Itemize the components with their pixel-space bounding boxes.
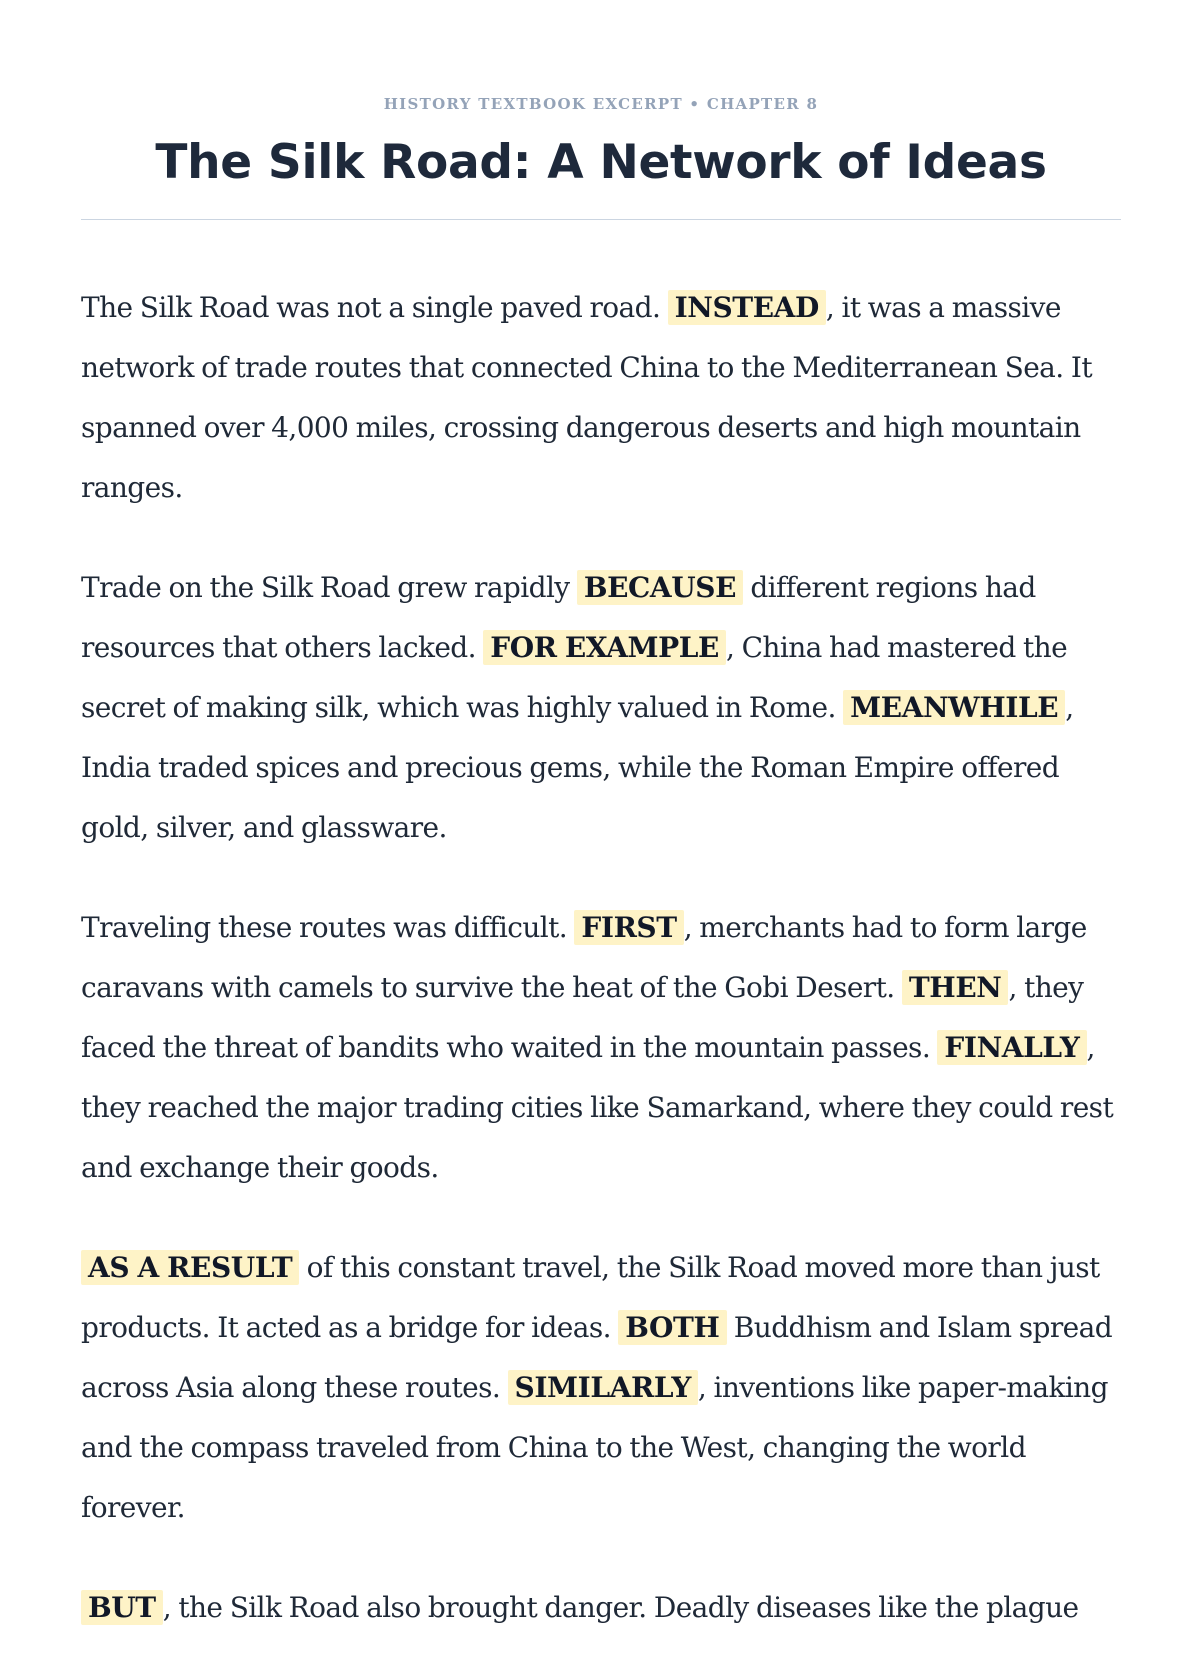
transition-word-highlight: BOTH: [618, 1310, 726, 1345]
paragraph-text: , they faced the threat of bandits who waited in the mountain passes.: [81, 971, 1084, 1064]
paragraph: [81, 278, 1121, 518]
paragraph-text: Traveling these routes was difficult.: [81, 911, 575, 944]
paragraph: [81, 558, 1121, 858]
article-body: [81, 278, 1121, 1638]
transition-word-highlight: SIMILARLY: [508, 1370, 698, 1405]
paragraph-text: , India traded spices and precious gems, while the Roman Empire offered gold, silver, and glassware.: [81, 691, 1074, 844]
paragraph-text: , merchants had to form large caravans with camels to survive the heat of the Gobi Desert.: [81, 911, 1087, 1004]
chapter-label: HISTORY TEXTBOOK EXCERPT • CHAPTER 8: [383, 95, 819, 113]
transition-word-highlight: INSTEAD: [668, 290, 826, 325]
paragraph: [81, 1238, 1121, 1538]
transition-word-highlight: AS A RESULT: [81, 1250, 299, 1285]
title-divider: [81, 219, 1121, 220]
transition-word-highlight: FOR EXAMPLE: [483, 630, 726, 665]
transition-word-highlight: BUT: [81, 1590, 163, 1625]
paragraph-text: different regions had resources that others lacked.: [81, 571, 1036, 664]
paragraph-text: , the Silk Road also brought danger. Deadly diseases like the plague: [162, 1591, 1079, 1624]
paragraph: [81, 1578, 1121, 1638]
transition-word-highlight: FIRST: [574, 910, 683, 945]
paragraph-text: , inventions like paper-making and the compass traveled from China to the West, changing the world forever.: [81, 1371, 1108, 1524]
transition-word-highlight: BECAUSE: [577, 570, 743, 605]
paragraph-text: , it was a massive network of trade routes that connected China to the Mediterranean Sea. It spanned over 4,000 miles, crossing dangerous deserts and high mountain ranges.: [81, 291, 1092, 504]
page-title: The Silk Road: A Network of Ideas: [155, 135, 1047, 190]
transition-word-highlight: MEANWHILE: [843, 690, 1065, 725]
paragraph: [81, 898, 1121, 1198]
paragraph-text: , they reached the major trading cities like Samarkand, where they could rest and exchange their goods.: [81, 1031, 1114, 1184]
paragraph-text: The Silk Road was not a single paved road.: [81, 291, 668, 324]
paragraph-text: Trade on the Silk Road grew rapidly: [81, 571, 577, 604]
transition-word-highlight: FINALLY: [937, 1030, 1086, 1065]
transition-word-highlight: THEN: [902, 970, 1009, 1005]
paragraph-text: Buddhism and Islam spread across Asia along these routes.: [81, 1311, 1113, 1404]
paragraph-text: of this constant travel, the Silk Road moved more than just products. It acted as a bridge for ideas.: [81, 1251, 1100, 1344]
paragraph-text: , China had mastered the secret of making silk, which was highly valued in Rome.: [81, 631, 1068, 724]
textbook-page: [81, 0, 1121, 1678]
